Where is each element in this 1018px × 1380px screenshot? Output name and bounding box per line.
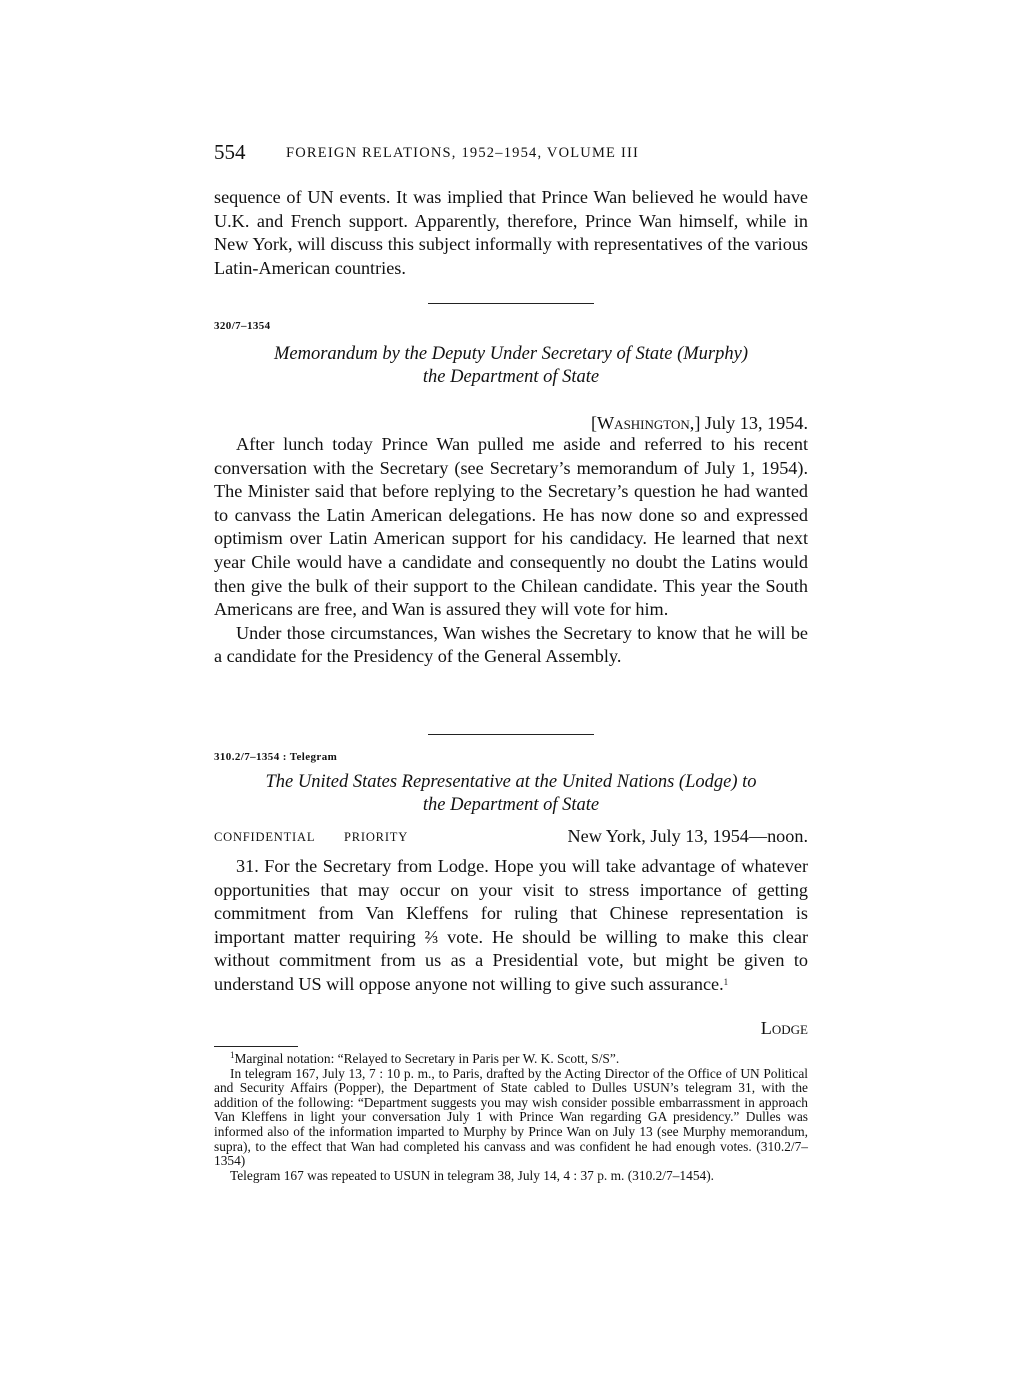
doc2-place-date: New York, July 13, 1954—noon. [567, 826, 808, 846]
doc1-place: [Washington,] [590, 413, 701, 433]
running-head [214, 140, 808, 170]
doc2-body [214, 855, 808, 997]
doc2-paragraph-text: 31. For the Secretary from Lodge. Hope you will take advantage of whatever opportunities that may occur on your visit to stress importance of getting commitment from Van Kleffens for ruling that Chinese representation is important matter requiring ⅔ vote. He should be willing to make this clear without commitment from us as a Presidential vote, but might be given to understand US will oppose anyone not willing to give such assurance. [214, 856, 808, 994]
continuation-block [214, 186, 808, 280]
doc1-title-line1: Memorandum by the Deputy Under Secretary of State (Murphy) [273, 344, 749, 364]
doc1-paragraph: Under those circumstances, Wan wishes the Secretary to know that he will be a candidate for the Presidency of the General Assembly. [214, 622, 808, 667]
doc2-paragraph [214, 855, 808, 997]
footnotes [214, 1052, 808, 1183]
page-number: 554 [214, 140, 246, 164]
doc1-paragraph: After lunch today Prince Wan pulled me aside and referred to his recent conversation with the Secretary (see Secretary’s memorandum of July 1, 1954). The Minister said that before replying to the Secretary’s question he had wanted to canvass the Latin American delegations. He has now done so and expressed optimism over Latin American support for his candidacy. He learned that next year Chile would have a candidate and consequently no doubt the Latins would then give the bulk of their support to the Chilean candidate. This year the South Americans are free, and Wan is assured they will vote for him. [214, 434, 808, 620]
footnote-1-continuation: Telegram 167 was repeated to USUN in telegram 38, July 14, 4 : 37 p. m. (310.2/7–1454). [230, 1167, 715, 1183]
continuation-paragraph: sequence of UN events. It was implied that Prince Wan believed he would have U.K. and French support. Apparently, therefore, Prince Wan himself, while in New York, will discuss this subject informally with representatives of the various Latin-American countries. [214, 187, 808, 278]
classification-label: CONFIDENTIAL [214, 830, 316, 844]
doc2-heading-line [214, 826, 808, 850]
section-divider [428, 734, 594, 735]
doc2-signature: Lodge [760, 1018, 808, 1038]
doc1-dateline [214, 413, 808, 434]
doc1-title-line2: the Department of State [422, 367, 600, 387]
doc2-title [214, 771, 808, 817]
doc1-date: July 13, 1954. [704, 413, 808, 433]
doc2-title-line2: the Department of State [422, 795, 600, 815]
running-head-title: FOREIGN RELATIONS, 1952–1954, VOLUME III [286, 145, 640, 161]
doc1-body [214, 433, 808, 669]
doc2-title-line1: The United States Representative at the United Nations (Lodge) to [265, 772, 757, 792]
precedence-label: PRIORITY [344, 830, 409, 844]
section-divider [428, 303, 594, 304]
doc1-file-reference: 320/7–1354 [214, 320, 271, 332]
footnote-divider [214, 1046, 298, 1047]
footnote-reference: 1 [723, 976, 729, 987]
doc2-file-reference: 310.2/7–1354 : Telegram [214, 751, 338, 763]
footnote-1 [214, 1052, 808, 1067]
footnote-1-continuation: In telegram 167, July 13, 7 : 10 p. m., to Paris, drafted by the Acting Director of the Office of UN Political and Security Affairs (Popper), the Department of State cabled to Dulles USUN’s telegram 31, with the addition of the following: “Department suggests you may wish consider possible embarrassment in approach Van Kleffens in light your conversation July 1 with Prince Wan regarding GA presidency.” Dulles was informed also of the information imparted to Murphy by Prince Wan on July 13 (see Murphy memorandum, supra), to the effect that Wan had completed his canvass and was confident he had enough votes. (310.2/7–1354) [214, 1065, 808, 1169]
doc1-title [214, 343, 808, 389]
footnote-marker: 1 [230, 1050, 235, 1060]
footnote-1-text: Marginal notation: “Relayed to Secretary in Paris per W. K. Scott, S/S”. [234, 1051, 620, 1066]
